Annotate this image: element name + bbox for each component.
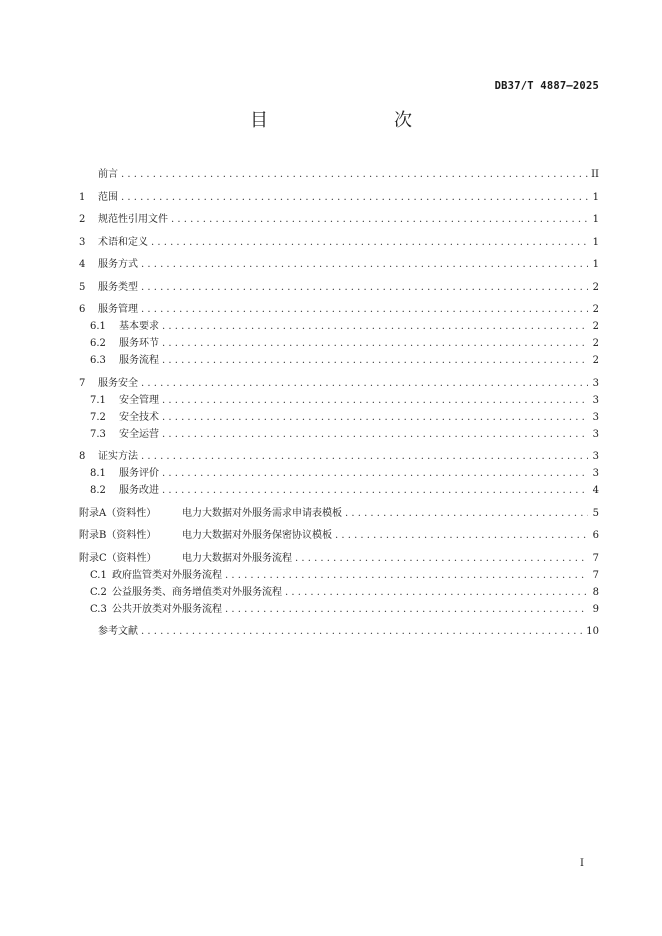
toc-entry-label: 参考文献	[98, 626, 138, 637]
toc-dot-leader	[162, 482, 588, 499]
toc-entry-page: 1	[592, 191, 599, 203]
toc-entry-page: 3	[592, 411, 599, 423]
toc-entry-page: 5	[592, 507, 599, 519]
toc-entry-number: 4	[79, 259, 86, 270]
toc-entry-label: 安全管理	[119, 394, 159, 406]
toc-entry[interactable]	[79, 527, 599, 544]
toc-entry-label: 安全技术	[119, 411, 159, 423]
toc-dot-leader	[225, 601, 588, 618]
toc-entry[interactable]	[79, 375, 599, 392]
toc-dot-leader	[225, 567, 588, 584]
toc-entry-page: 3	[592, 468, 599, 479]
toc-entry[interactable]	[79, 623, 599, 640]
toc-entry-page: 6	[592, 530, 599, 541]
toc-entry-label: 安全运营	[119, 428, 159, 440]
toc-entry-page: 3	[592, 451, 599, 462]
toc-entry[interactable]	[79, 465, 599, 482]
toc-entry[interactable]	[79, 166, 599, 183]
toc-entry-number: 8.2	[90, 485, 106, 496]
toc-entry[interactable]	[79, 318, 599, 335]
table-of-contents	[79, 166, 599, 640]
toc-entry[interactable]	[79, 550, 599, 567]
toc-entry-label: 电力大数据对外服务流程	[182, 552, 292, 564]
toc-entry-number: C.3	[90, 603, 107, 615]
toc-entry-page: 1	[592, 259, 599, 270]
toc-entry-label: 电力大数据对外服务保密协议模板	[182, 530, 332, 541]
toc-entry-number: 5	[79, 281, 86, 293]
toc-entry-number: 7.2	[90, 411, 106, 423]
toc-dot-leader	[162, 335, 588, 352]
toc-entry-page: 3	[592, 394, 599, 406]
toc-dot-leader	[141, 375, 588, 392]
toc-entry-label: 电力大数据对外服务需求申请表模板	[182, 507, 342, 519]
toc-dot-leader	[162, 352, 588, 369]
toc-dot-leader	[162, 426, 588, 443]
toc-dot-leader	[141, 279, 588, 296]
toc-entry-number: 2	[79, 214, 86, 225]
toc-entry-label: 政府监管类对外服务流程	[112, 569, 222, 581]
toc-entry-label: 证实方法	[98, 451, 138, 462]
toc-entry-page: 7	[592, 552, 599, 564]
toc-entry-label: 规范性引用文件	[98, 214, 168, 225]
toc-entry-label: 术语和定义	[98, 236, 148, 248]
toc-entry[interactable]	[79, 279, 599, 296]
toc-entry-number: 7.3	[90, 428, 106, 440]
toc-entry-number: 7.1	[90, 394, 106, 406]
toc-entry-label: 服务方式	[98, 259, 138, 270]
toc-entry-label: 公益服务类、商务增值类对外服务流程	[112, 586, 282, 598]
toc-dot-leader	[295, 550, 588, 567]
toc-entry-label: 服务环节	[119, 338, 159, 349]
toc-entry[interactable]	[79, 448, 599, 465]
toc-dot-leader	[141, 623, 583, 640]
toc-entry-label: 前言	[98, 169, 118, 180]
toc-entry-label: 服务评价	[119, 468, 159, 479]
toc-entry-number: 8	[79, 451, 86, 462]
toc-entry-page: 8	[592, 586, 599, 598]
toc-entry[interactable]	[79, 335, 599, 352]
toc-entry[interactable]	[79, 352, 599, 369]
toc-entry-page: 3	[592, 377, 599, 389]
toc-entry-label: 服务流程	[119, 355, 159, 366]
toc-dot-leader	[345, 505, 588, 522]
toc-entry-number: 7	[79, 377, 86, 389]
toc-entry[interactable]	[79, 301, 599, 318]
toc-entry-label: 服务改进	[119, 485, 159, 496]
toc-dot-leader	[141, 448, 588, 465]
toc-entry-page: 2	[592, 321, 599, 332]
toc-entry[interactable]	[79, 256, 599, 273]
toc-dot-leader	[162, 409, 588, 426]
toc-entry-page: II	[591, 169, 599, 180]
toc-entry-page: 2	[592, 338, 599, 349]
toc-dot-leader	[141, 301, 588, 318]
toc-dot-leader	[141, 256, 588, 273]
toc-entry-page: 4	[592, 485, 599, 496]
toc-entry-label: 基本要求	[119, 321, 159, 332]
toc-dot-leader	[171, 211, 588, 228]
toc-entry-number: 1	[79, 191, 86, 203]
toc-entry-page: 1	[592, 236, 599, 248]
toc-dot-leader	[162, 465, 588, 482]
page-title: 目 次	[250, 110, 442, 131]
toc-dot-leader	[335, 527, 588, 544]
toc-entry-page: 2	[592, 304, 599, 315]
toc-entry[interactable]	[79, 601, 599, 618]
toc-entry-label: 服务安全	[98, 377, 138, 389]
toc-entry-page: 1	[592, 214, 599, 225]
toc-entry-label: 公共开放类对外服务流程	[112, 603, 222, 615]
toc-entry-number: C.1	[90, 569, 107, 581]
toc-entry-page: 7	[592, 569, 599, 581]
toc-dot-leader	[151, 234, 588, 251]
toc-entry-label: 服务类型	[98, 281, 138, 293]
toc-entry-number: 附录B（资料性）	[79, 530, 157, 541]
toc-entry-number: 6.3	[90, 355, 106, 366]
toc-entry[interactable]	[79, 211, 599, 228]
toc-entry[interactable]	[79, 482, 599, 499]
toc-entry[interactable]	[79, 567, 599, 584]
toc-entry-number: 6	[79, 304, 86, 315]
toc-dot-leader	[285, 584, 588, 601]
toc-entry-number: 附录C（资料性）	[79, 552, 157, 564]
toc-entry-number: C.2	[90, 586, 107, 598]
toc-entry-number: 附录A（资料性）	[79, 507, 157, 519]
toc-entry[interactable]	[79, 392, 599, 409]
toc-entry-number: 6.2	[90, 338, 106, 349]
toc-entry[interactable]	[79, 584, 599, 601]
toc-entry-number: 3	[79, 236, 86, 248]
toc-dot-leader	[162, 318, 588, 335]
toc-entry-number: 6.1	[90, 321, 106, 332]
toc-entry[interactable]	[79, 426, 599, 443]
toc-entry[interactable]	[79, 409, 599, 426]
toc-entry-label: 服务管理	[98, 304, 138, 315]
toc-dot-leader	[121, 166, 588, 183]
toc-entry-number: 8.1	[90, 468, 106, 479]
toc-entry-page: 10	[586, 626, 599, 637]
toc-entry-page: 9	[592, 603, 599, 615]
toc-entry[interactable]	[79, 505, 599, 522]
toc-entry-page: 3	[592, 428, 599, 440]
toc-entry-page: 2	[592, 281, 599, 293]
toc-entry-page: 2	[592, 355, 599, 366]
toc-dot-leader	[162, 392, 588, 409]
toc-entry[interactable]	[79, 189, 599, 206]
toc-entry-label: 范围	[98, 191, 118, 203]
toc-dot-leader	[121, 189, 588, 206]
toc-entry[interactable]	[79, 234, 599, 251]
page-number: I	[580, 858, 584, 869]
standard-code: DB37/T 4887—2025	[494, 80, 599, 92]
